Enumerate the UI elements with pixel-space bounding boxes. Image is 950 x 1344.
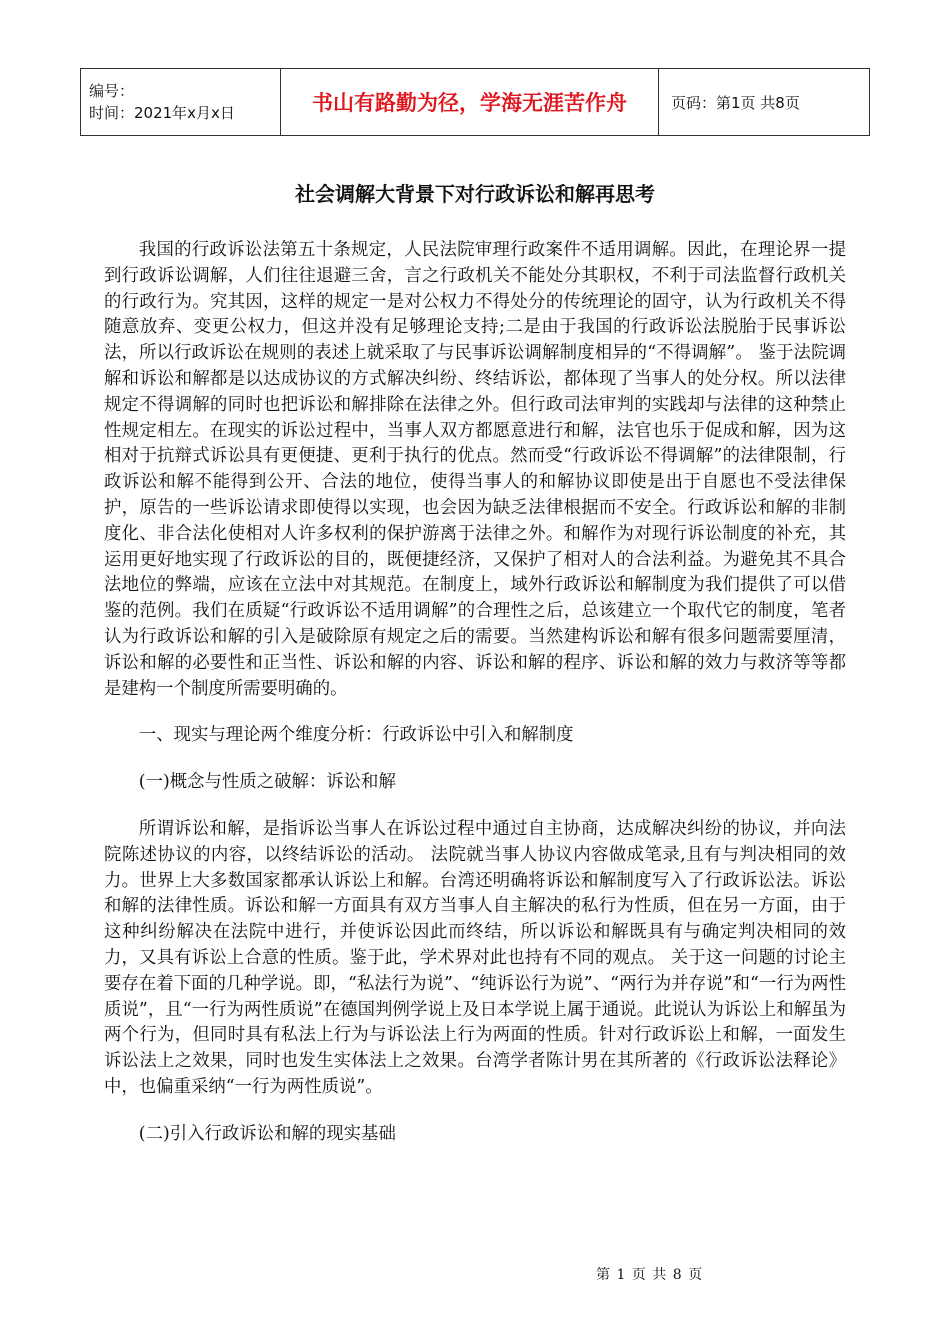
header-motto: 书山有路勤为径，学海无涯苦作舟 (281, 69, 659, 135)
header-meta (81, 69, 281, 135)
page-footer: 第 1 页 共 8 页 (596, 1267, 704, 1283)
body-paragraph: 所谓诉讼和解，是指诉讼当事人在诉讼过程中通过自主协商，达成解决纠纷的协议，并向法院陈述协议的内容，以终结诉讼的活动。 法院就当事人协议内容做成笔录,且有与判决相同的效力。世界上大多数国家都承认诉讼上和解。台湾还明确将诉讼和解制度写入了行政诉讼法。诉讼和解的法律性质。诉讼和解一方面具有双方当事人自主解决的私行为性质，但在另一方面，由于这种纠纷解决在法院中进行，并使诉讼因此而终结，所以诉讼和解既具有与确定判决相同的效力，又具有诉讼上合意的性质。鉴于此，学术界对此也持有不同的观点。 关于这一问题的讨论主要存在着下面的几种学说。即，“私法行为说”、“纯诉讼行为说”、“两行为并存说”和“一行为两性质说”，且“一行为两性质说”在德国判例学说上及日本学说上属于通说。此说认为诉讼上和解虽为两个行为，但同时具有私法上行为与诉讼法上行为两面的性质。针对行政诉讼上和解，一面发生诉讼法上之效果，同时也发生实体法上之效果。台湾学者陈计男在其所著的《行政诉讼法释论》中，也偏重采纳“一行为两性质说”。 (104, 818, 846, 1097)
document-header (80, 68, 870, 136)
subsection-heading: (二)引入行政诉讼和解的现实基础 (138, 1123, 396, 1144)
subsection-heading: (一)概念与性质之破解：诉讼和解 (138, 772, 396, 793)
section-heading: 一、现实与理论两个维度分析：行政诉讼中引入和解制度 (138, 725, 574, 746)
document-body (104, 238, 846, 1169)
body-paragraph: 我国的行政诉讼法第五十条规定，人民法院审理行政案件不适用调解。因此，在理论界一提到行政诉讼调解，人们往往退避三舍，言之行政机关不能处分其职权，不利于司法监督行政机关的行政行为。究其因，这样的规定一是对公权力不得处分的传统理论的固守，认为行政机关不得随意放弃、变更公权力，但这并没有足够理论支持;二是由于我国的行政诉讼法脱胎于民事诉讼法，所以行政诉讼在规则的表述上就采取了与民事诉讼调解制度相异的“不得调解”。 鉴于法院调解和诉讼和解都是以达成协议的方式解决纠纷、终结诉讼，都体现了当事人的处分权。所以法律规定不得调解的同时也把诉讼和解排除在法律之外。但行政司法审判的实践却与法律的这种禁止性规定相左。在现实的诉讼过程中，当事人双方都愿意进行和解，法官也乐于促成和解，因为这相对于抗辩式诉讼具有更便捷、更利于执行的优点。然而受“行政诉讼不得调解”的法律限制，行政诉讼和解不能得到公开、合法的地位，使得当事人的和解协议即使是出于自愿也不受法律保护，原告的一些诉讼请求即使得以实现，也会因为缺乏法律根据而不安全。行政诉讼和解的非制度化、非合法化使相对人许多权利的保护游离于法律之外。和解作为对现行诉讼制度的补充，其运用更好地实现了行政诉讼的目的，既便捷经济，又保护了相对人的合法利益。为避免其不具合法地位的弊端，应该在立法中对其规范。在制度上，域外行政诉讼和解制度为我们提供了可以借鉴的范例。我们在质疑“行政诉讼不适用调解”的合理性之后，总该建立一个取代它的制度，笔者认为行政诉讼和解的引入是破除原有规定之后的需要。当然建构诉讼和解有很多问题需要厘清，诉讼和解的必要性和正当性、诉讼和解的内容、诉讼和解的程序、诉讼和解的效力与救济等等都是建构一个制度所需要明确的。 (104, 240, 846, 699)
document-date: 时间：2021年x月x日 (89, 104, 235, 122)
header-page-info: 页码：第1页 共8页 (671, 93, 800, 112)
document-number-label: 编号： (89, 82, 135, 100)
document-title: 社会调解大背景下对行政诉讼和解再思考 (295, 182, 655, 206)
